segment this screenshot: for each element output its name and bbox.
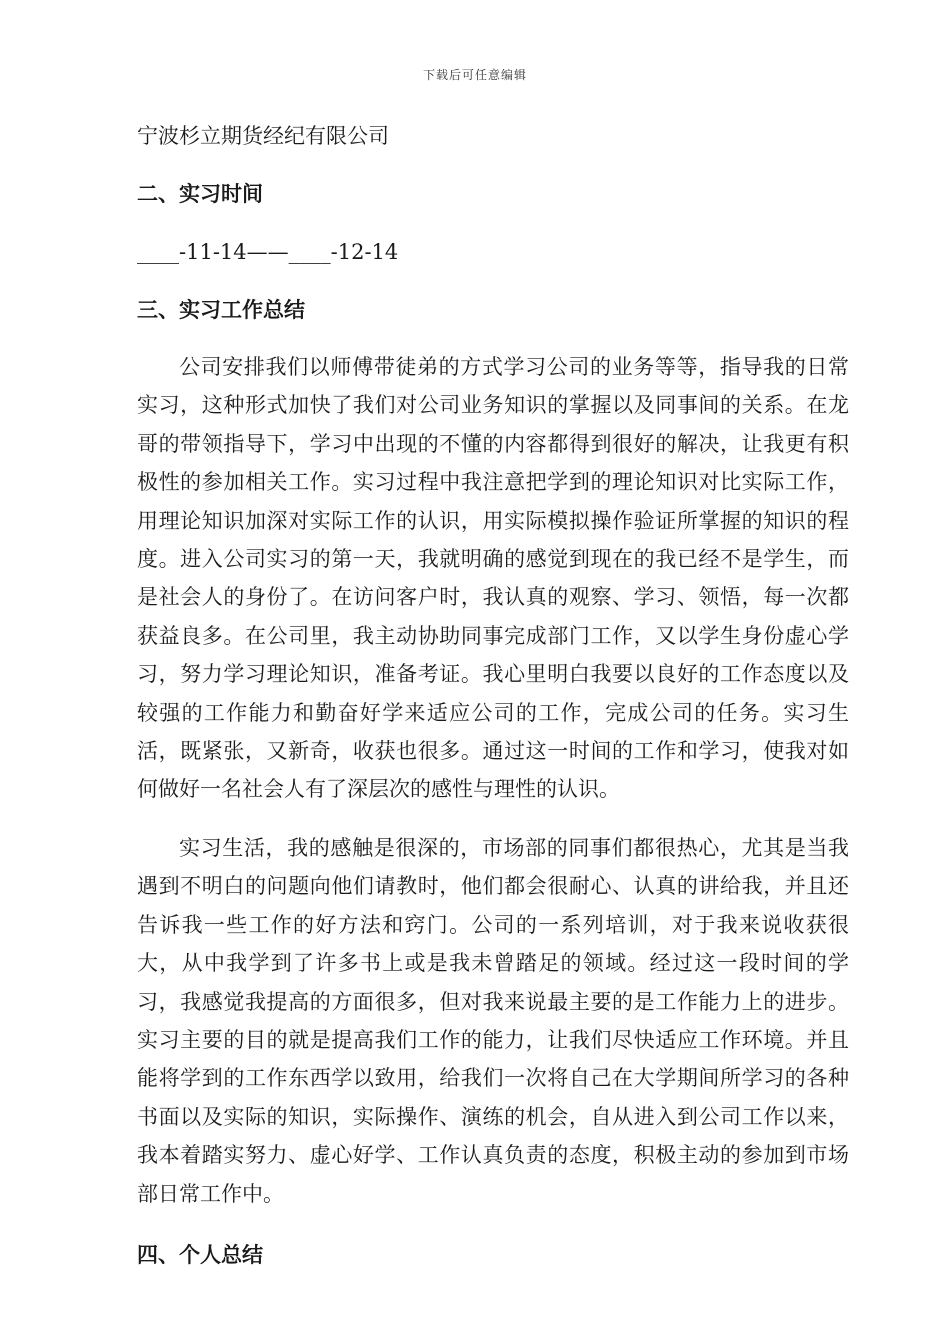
section-heading-work-summary: 三、实习工作总结	[137, 298, 305, 322]
paragraph: 公司安排我们以师傅带徒弟的方式学习公司的业务等等，指导我的日常实习，这种形式加快了我们对公司业务知识的掌握以及同事间的关系。在龙哥的带领指导下，学习中出现的不懂的内容都得到很好的解决，让我更有积极性的参加相关工作。实习过程中我注意把学到的理论知识对比实际工作，用理论知识加深对实际工作的认识，用实际模拟操作验证所掌握的知识的程度。进入公司实习的第一天，我就明确的感觉到现在的我已经不是学生，而是社会人的身份了。在访问客户时，我认真的观察、学习、领悟，每一次都获益良多。在公司里，我主动协助同事完成部门工作，又以学生身份虚心学习，努力学习理论知识，准备考证。我心里明白我要以良好的工作态度以及较强的工作能力和勤奋好学来适应公司的工作，完成公司的任务。实习生活，既紧张，又新奇，收获也很多。通过这一时间的工作和学习，使我对如何做好一名社会人有了深层次的感性与理性的认识。	[137, 355, 849, 802]
section-heading-personal-summary: 四、个人总结	[137, 1242, 263, 1267]
section-heading-internship-period: 二、实习时间	[137, 182, 263, 206]
document-body	[137, 116, 849, 1293]
header-note: 下载后可任意编辑	[422, 68, 527, 82]
paragraph: 实习生活，我的感触是很深的，市场部的同事们都很热心，尤其是当我遇到不明白的问题向他们请教时，他们都会很耐心、认真的讲给我，并且还告诉我一些工作的好方法和窍门。公司的一系列培训，对于我来说收获很大，从中我学到了许多书上或是我未曾踏足的领域。经过这一段时间的学习，我感觉我提高的方面很多，但对我来说最主要的是工作能力上的进步。实习主要的目的就是提高我们工作的能力，让我们尽快适应工作环境。并且能将学到的工作东西学以致用，给我们一次将自己在大学期间所学习的各种书面以及实际的知识，实际操作、演练的机会，自从进入到公司工作以来，我本着踏实努力、虚心好学、工作认真负责的态度，积极主动的参加到市场部日常工作中。	[137, 835, 849, 1206]
internship-period-text: ____-11-14——____-12-14	[137, 240, 399, 264]
company-name: 宁波杉立期货经纪有限公司	[137, 124, 389, 148]
